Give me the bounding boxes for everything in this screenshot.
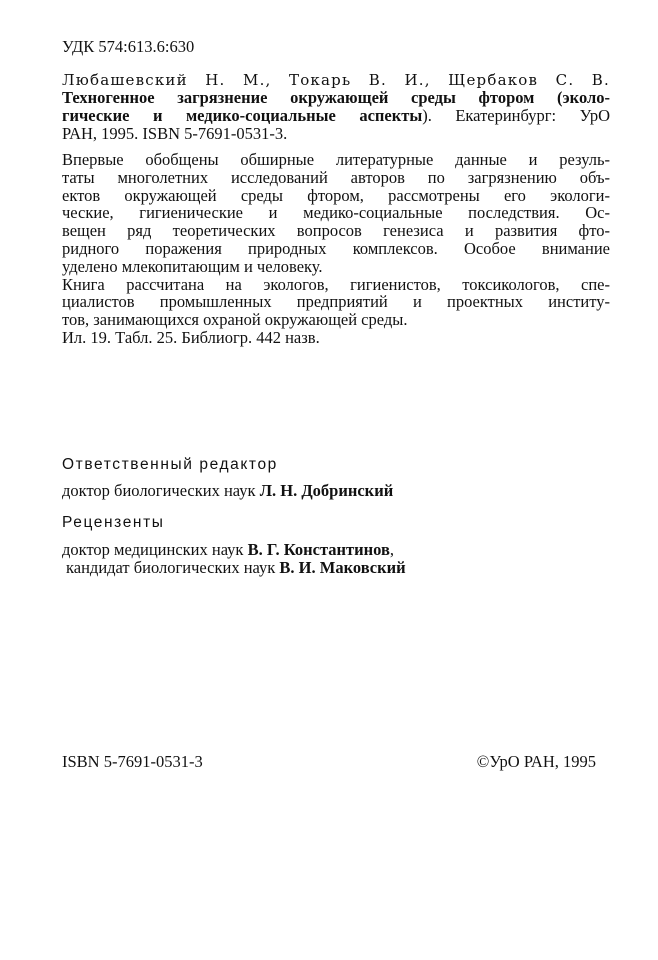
footer-copyright: ©УрО РАН, 1995: [476, 752, 596, 771]
citation-title-line3: РАН, 1995. ISBN 5-7691-0531-3.: [62, 124, 288, 143]
citation-title-line2: [62, 107, 610, 125]
citation-publisher: ). Екатеринбург: УрО: [422, 106, 611, 125]
udk-code: УДК 574:613.6:630: [62, 37, 195, 56]
editor-heading: Ответственный редактор: [62, 456, 278, 473]
reviewers-heading: Рецензенты: [62, 514, 165, 531]
abstract-line: уделено млекопитающим и человеку.: [62, 256, 323, 276]
reviewer-1: [62, 541, 394, 559]
editor-line: [62, 482, 393, 500]
footer-isbn: ISBN 5-7691-0531-3: [62, 752, 203, 771]
abstract-line: ческие, гигиенические и медико-социальные последствия. Ос-: [62, 203, 610, 223]
abstract-line: Ил. 19. Табл. 25. Библиогр. 442 назв.: [62, 328, 320, 347]
citation-title-cont: гические и медико-социальные аспекты: [62, 106, 423, 125]
reviewer-name: В. И. Маковский: [279, 558, 406, 577]
abstract-line: вещен ряд теоретических вопросов генезиса и развития фто-: [62, 221, 610, 241]
editor-degree: доктор биологических наук: [62, 481, 256, 500]
reviewer-name: В. Г. Константинов: [247, 540, 390, 559]
abstract-line: тов, занимающихся охраной окружающей среды.: [62, 310, 408, 330]
abstract-line: ридного поражения природных комплексов. Особое внимание: [62, 239, 610, 258]
reviewer-degree: доктор медицинских наук: [62, 540, 244, 559]
reviewer-suffix: ,: [389, 540, 394, 559]
editor-name: Л. Н. Добринский: [259, 481, 394, 500]
abstract-line: ектов окружающей среды фтором, рассмотрены его экологи-: [62, 185, 610, 205]
citation-title: Техногенное загрязнение окружающей среды фтором (эколо-: [62, 88, 610, 107]
abstract-line: циалистов промышленных предприятий и проектных институ-: [62, 292, 610, 312]
citation-authors: Любашевский Н. М., Токарь В. И., Щербаков С. В.: [62, 71, 610, 89]
reviewer-2: [66, 559, 406, 577]
citation-title-line1: [62, 89, 610, 107]
abstract-line: таты многолетних исследований авторов по загрязнению объ-: [62, 167, 610, 187]
abstract-line: Книга рассчитана на экологов, гигиенистов, токсикологов, спе-: [62, 274, 610, 294]
reviewer-degree: кандидат биологических наук: [66, 558, 276, 577]
abstract-line: Впервые обобщены обширные литературные данные и резуль-: [62, 150, 610, 169]
